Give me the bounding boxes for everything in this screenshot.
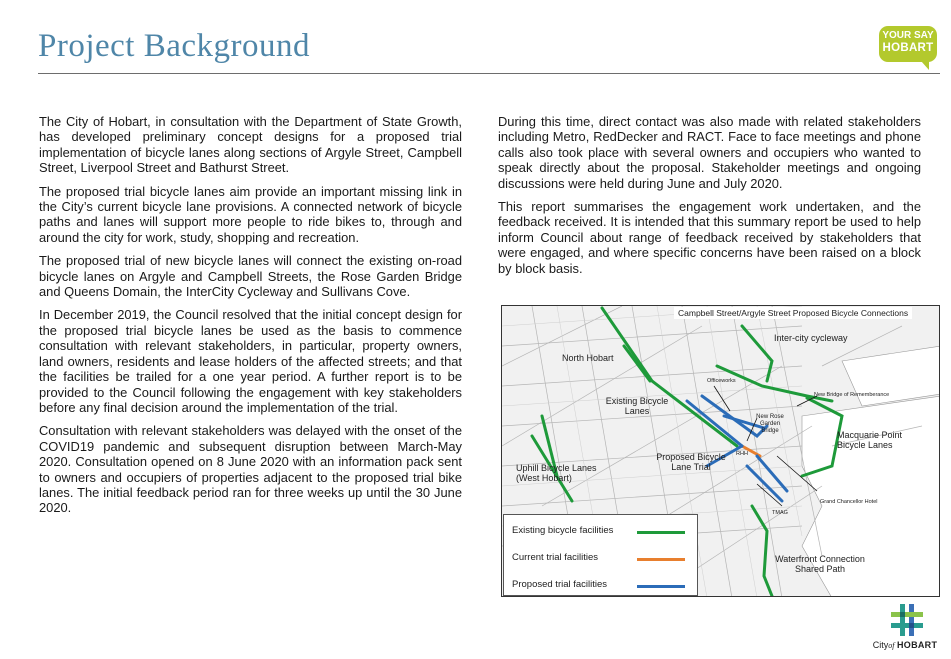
paragraph: The proposed trial of new bicycle lanes will connect the existing on-road bicycle lanes on Argyle and Campbell Streets, the Rose Garden Bridge and Queens Domain, the InterCity Cycleway and Sullivans Cove. — [39, 253, 462, 300]
map-label-new-bridge: New Bridge of Rememberance — [814, 392, 890, 398]
legend-swatch — [637, 558, 685, 561]
logo-wordmark — [872, 640, 938, 650]
logo-city: City — [872, 640, 889, 650]
title-divider — [38, 73, 940, 74]
legend-swatch — [637, 531, 685, 534]
paragraph: The proposed trial bicycle lanes aim provide an important missing link in the City’s current bicycle lane provisions. A connected network of bicycle paths and lanes will support more people to ride bikes to, through and around the city for work, study, shopping and recreation. — [39, 183, 462, 245]
city-of-hobart-mark-icon — [891, 604, 923, 636]
paragraph: During this time, direct contact was also made with related stakeholders including Metro, RedDecker and RACT. Face to face meetings and phone calls also took place with several owners and occupiers who wanted to speak directly about the proposal. Stakeholder meetings and ongoing discussions were held during June and July 2020. — [498, 114, 921, 191]
paragraph: This report summarises the engagement work undertaken, and the feedback received. It is intended that this summary report be used to help inform Council about range of feedback received by stakeholders that were engaged, and where specific concerns have been raised on a block by block basis. — [498, 199, 921, 276]
right-column — [498, 114, 921, 284]
map-label-waterfront: Waterfront Connection Shared Path — [775, 554, 865, 574]
paragraph: The City of Hobart, in consultation with the Department of State Growth, has developed preliminary concept designs for a proposed trial implementation of bicycle lanes along sections of Argyle Street, Campbell Street, Liverpool Street and Bathurst Street. — [39, 114, 462, 176]
map-label-rose-garden: New Rose Garden Bridge — [756, 414, 784, 434]
badge-line-1: YOUR SAY — [882, 30, 934, 41]
bicycle-connections-map — [501, 305, 940, 597]
map-label-uphill: Uphill Bicycle Lanes (West Hobart) — [516, 463, 597, 483]
legend-item — [512, 525, 692, 539]
legend-label: Current trial facilities — [512, 552, 599, 563]
map-label-officeworks: Officeworks — [707, 378, 736, 384]
badge-line-2: HOBART — [882, 42, 934, 54]
map-legend — [503, 514, 698, 596]
legend-label: Existing bicycle facilities — [512, 525, 614, 536]
page-title: Project Background — [38, 28, 311, 64]
map-label-rhh: RHH — [736, 451, 748, 457]
map-title: Campbell Street/Argyle Street Proposed Bicycle Connections — [674, 307, 912, 319]
legend-item — [512, 552, 692, 566]
left-column — [39, 114, 462, 524]
your-say-hobart-logo — [879, 26, 937, 62]
logo-of: of — [888, 641, 895, 650]
map-label-tmag: TMAG — [772, 510, 788, 516]
city-of-hobart-logo — [872, 604, 938, 654]
paragraph: Consultation with relevant stakeholders was delayed with the onset of the COVID19 pandemic and subsequent disruption between March-May 2020. Consultation opened on 8 June 2020 with an information pack sent to owners and occupiers of properties adjacent to the proposed trial bike lanes. The initial feedback period ran for three weeks up until the 30 June 2020. — [39, 423, 462, 516]
legend-item — [512, 579, 692, 593]
map-label-north-hobart: North Hobart — [562, 353, 614, 363]
map-label-intercity: Inter-city cycleway — [774, 333, 848, 343]
legend-swatch — [637, 585, 685, 588]
paragraph: In December 2019, the Council resolved that the initial concept design for the proposed trial bicycle lanes be used as the basis to commence consultation with relevant stakeholders, in particular, property owners, land owners, residents and lease holders of the affected streets; and that the facilities be trailed for a one year period. A further report is to be provided to the Council following the engagement with key stakeholders before any final decision around the implementation of the trial. — [39, 307, 462, 415]
map-label-macquarie: Macquarie Point Bicycle Lanes — [837, 430, 903, 450]
map-label-existing-lanes: Existing Bicycle Lanes — [605, 396, 669, 416]
map-label-proposed-trial: Proposed Bicycle Lane Trial — [656, 452, 726, 472]
logo-hobart: HOBART — [896, 640, 938, 650]
legend-label: Proposed trial facilities — [512, 579, 608, 590]
map-label-grand-chancellor: Grand Chancellor Hotel — [820, 499, 878, 505]
